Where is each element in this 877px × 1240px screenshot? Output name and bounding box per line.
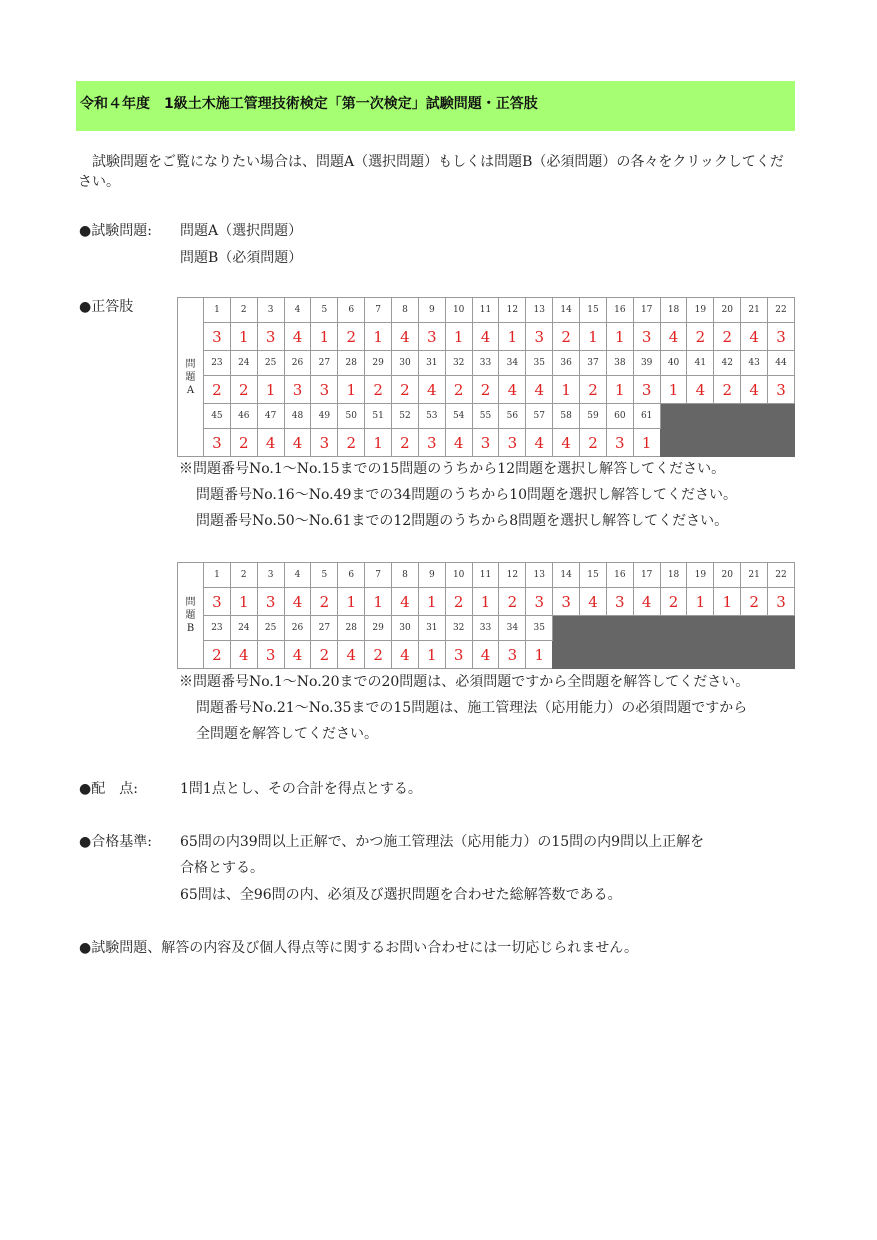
question-number: 26 — [284, 616, 311, 641]
pass-line-3: 65問は、全96問の内、必須及び選択問題を合わせた総解答数である。 — [180, 887, 622, 903]
answer-value: 1 — [365, 429, 392, 457]
intro-line-1: 試験問題をご覧になりたい場合は、問題A（選択問題）もしくは問題B（必須問題）の各々をクリックしてくだ — [78, 154, 784, 170]
answer-table-b — [177, 562, 795, 669]
answer-value: 1 — [499, 323, 526, 351]
question-number: 46 — [230, 404, 257, 429]
question-number: 13 — [526, 563, 553, 588]
question-number: 11 — [472, 563, 499, 588]
question-number: 57 — [526, 404, 553, 429]
question-number: 17 — [633, 298, 660, 323]
question-number: 53 — [418, 404, 445, 429]
question-number: 30 — [392, 351, 419, 376]
answer-value: 4 — [284, 323, 311, 351]
question-number: 41 — [687, 351, 714, 376]
answer-value: 3 — [418, 323, 445, 351]
question-number: 21 — [741, 298, 768, 323]
question-number: 3 — [257, 563, 284, 588]
answer-value: 4 — [338, 641, 365, 669]
question-number: 32 — [445, 616, 472, 641]
answer-value: 3 — [284, 376, 311, 404]
answer-value: 3 — [526, 588, 553, 616]
answer-value: 2 — [230, 429, 257, 457]
question-number: 7 — [365, 563, 392, 588]
question-number: 34 — [499, 616, 526, 641]
answer-value: 2 — [660, 588, 687, 616]
question-number: 37 — [580, 351, 607, 376]
pass-label: ●合格基準: — [79, 834, 152, 850]
answer-value: 4 — [284, 429, 311, 457]
title-banner — [76, 81, 795, 131]
question-number: 6 — [338, 563, 365, 588]
problem-side-label — [178, 298, 204, 457]
side-label-char: 題 — [185, 610, 196, 621]
note-a-3: 問題番号No.50～No.61までの12問題のうちから8問題を選択し解答してください。 — [196, 513, 729, 529]
answer-value: 4 — [633, 588, 660, 616]
question-number: 33 — [472, 351, 499, 376]
question-number: 23 — [204, 616, 231, 641]
question-number: 18 — [660, 563, 687, 588]
answer-value: 4 — [741, 376, 768, 404]
question-number: 29 — [365, 351, 392, 376]
question-number: 52 — [392, 404, 419, 429]
answer-value: 1 — [365, 588, 392, 616]
answer-row — [178, 376, 795, 404]
answer-value: 4 — [230, 641, 257, 669]
answer-value: 1 — [580, 323, 607, 351]
answer-value: 2 — [392, 376, 419, 404]
answer-value: 1 — [418, 588, 445, 616]
answer-value: 4 — [392, 641, 419, 669]
question-number: 38 — [606, 351, 633, 376]
answer-value: 2 — [553, 323, 580, 351]
question-number: 10 — [445, 298, 472, 323]
answer-value: 4 — [741, 323, 768, 351]
question-number: 21 — [741, 563, 768, 588]
problem-b-link[interactable]: 問題B（必須問題） — [180, 250, 303, 266]
answer-value: 3 — [472, 429, 499, 457]
question-number: 30 — [392, 616, 419, 641]
answer-value: 1 — [660, 376, 687, 404]
answer-value: 3 — [633, 376, 660, 404]
answer-value: 4 — [687, 376, 714, 404]
side-label-char: 問 — [185, 358, 196, 370]
question-number: 19 — [687, 563, 714, 588]
question-number: 27 — [311, 616, 338, 641]
question-number: 28 — [338, 616, 365, 641]
question-number: 47 — [257, 404, 284, 429]
answer-value: 1 — [687, 588, 714, 616]
answer-value: 3 — [553, 588, 580, 616]
answer-row — [178, 588, 795, 616]
answer-value: 2 — [311, 588, 338, 616]
number-row — [178, 563, 795, 588]
question-number: 2 — [230, 563, 257, 588]
question-number: 56 — [499, 404, 526, 429]
answer-table-a — [177, 297, 795, 457]
answer-value: 4 — [553, 429, 580, 457]
answer-value: 3 — [445, 641, 472, 669]
question-number: 1 — [204, 298, 231, 323]
question-number: 54 — [445, 404, 472, 429]
answer-value: 4 — [499, 376, 526, 404]
answer-value: 3 — [204, 429, 231, 457]
question-number: 13 — [526, 298, 553, 323]
question-number: 20 — [714, 298, 741, 323]
intro-line-2: さい。 — [78, 174, 120, 190]
note-b-3: 全問題を解答してください。 — [196, 726, 378, 742]
answer-value: 2 — [445, 376, 472, 404]
question-number: 32 — [445, 351, 472, 376]
question-number: 7 — [365, 298, 392, 323]
question-number: 60 — [606, 404, 633, 429]
answer-value: 2 — [311, 641, 338, 669]
answer-value: 3 — [204, 588, 231, 616]
side-label-char: 問 — [185, 597, 196, 608]
side-label-char: A — [186, 384, 195, 396]
answer-value: 1 — [257, 376, 284, 404]
question-number: 8 — [392, 298, 419, 323]
question-number: 55 — [472, 404, 499, 429]
answer-value: 3 — [526, 323, 553, 351]
side-label-char: 題 — [185, 371, 196, 383]
answer-value: 3 — [768, 376, 795, 404]
answer-value: 2 — [499, 588, 526, 616]
answer-value: 4 — [580, 588, 607, 616]
question-number: 9 — [418, 298, 445, 323]
answer-value: 1 — [714, 588, 741, 616]
answer-value: 2 — [714, 376, 741, 404]
question-number: 5 — [311, 298, 338, 323]
question-number: 44 — [768, 351, 795, 376]
answer-value: 1 — [230, 588, 257, 616]
answer-value: 3 — [606, 588, 633, 616]
answer-value: 4 — [526, 429, 553, 457]
answer-value: 1 — [338, 588, 365, 616]
answer-value: 4 — [392, 588, 419, 616]
empty-cell — [553, 616, 795, 669]
question-number: 6 — [338, 298, 365, 323]
answer-value: 3 — [633, 323, 660, 351]
answer-value: 2 — [204, 376, 231, 404]
problem-a-link[interactable]: 問題A（選択問題） — [180, 223, 303, 239]
exam-label: ●試験問題: — [79, 223, 152, 239]
question-number: 24 — [230, 616, 257, 641]
answer-value: 4 — [418, 376, 445, 404]
answer-value: 4 — [257, 429, 284, 457]
answer-value: 2 — [204, 641, 231, 669]
answer-value: 2 — [365, 641, 392, 669]
answer-value: 1 — [418, 641, 445, 669]
question-number: 35 — [526, 351, 553, 376]
question-number: 58 — [553, 404, 580, 429]
answer-value: 2 — [230, 376, 257, 404]
answer-value: 2 — [392, 429, 419, 457]
answer-value: 3 — [606, 429, 633, 457]
answer-value: 1 — [606, 323, 633, 351]
question-number: 2 — [230, 298, 257, 323]
question-number: 5 — [311, 563, 338, 588]
answer-value: 2 — [338, 429, 365, 457]
answer-value: 1 — [633, 429, 660, 457]
question-number: 22 — [768, 563, 795, 588]
note-a-1: ※問題番号No.1～No.15までの15問題のうちから12問題を選択し解答してください。 — [179, 461, 726, 477]
page-title: 令和４年度 1級土木施工管理技術検定「第一次検定」試験問題・正答肢 — [80, 96, 538, 112]
question-number: 26 — [284, 351, 311, 376]
answer-value: 4 — [526, 376, 553, 404]
answer-value: 3 — [257, 588, 284, 616]
question-number: 27 — [311, 351, 338, 376]
answer-value: 3 — [257, 323, 284, 351]
question-number: 16 — [606, 298, 633, 323]
answer-value: 2 — [741, 588, 768, 616]
question-number: 10 — [445, 563, 472, 588]
question-number: 35 — [526, 616, 553, 641]
question-number: 28 — [338, 351, 365, 376]
question-number: 49 — [311, 404, 338, 429]
question-number: 14 — [553, 563, 580, 588]
answer-value: 1 — [472, 588, 499, 616]
answer-value: 3 — [499, 429, 526, 457]
answer-value: 1 — [553, 376, 580, 404]
question-number: 16 — [606, 563, 633, 588]
question-number: 15 — [580, 563, 607, 588]
side-label-char: B — [186, 623, 195, 634]
note-b-1: ※問題番号No.1～No.20までの20問題は、必須問題ですから全問題を解答してください。 — [179, 674, 750, 690]
question-number: 24 — [230, 351, 257, 376]
question-number: 20 — [714, 563, 741, 588]
question-number: 8 — [392, 563, 419, 588]
answer-value: 3 — [311, 376, 338, 404]
question-number: 42 — [714, 351, 741, 376]
problem-side-label — [178, 563, 204, 669]
question-number: 25 — [257, 616, 284, 641]
answer-value: 2 — [472, 376, 499, 404]
question-number: 29 — [365, 616, 392, 641]
number-row — [178, 298, 795, 323]
answer-value: 1 — [338, 376, 365, 404]
pass-line-1: 65問の内39問以上正解で、かつ施工管理法（応用能力）の15問の内9問以上正解を — [180, 834, 705, 850]
question-number: 50 — [338, 404, 365, 429]
answer-value: 3 — [204, 323, 231, 351]
scoring-label: ●配 点: — [79, 781, 138, 797]
note-a-2: 問題番号No.16～No.49までの34問題のうちから10問題を選択し解答してください。 — [196, 487, 738, 503]
number-row — [178, 404, 795, 429]
question-number: 25 — [257, 351, 284, 376]
question-number: 48 — [284, 404, 311, 429]
answer-value: 4 — [472, 323, 499, 351]
question-number: 61 — [633, 404, 660, 429]
answer-value: 2 — [714, 323, 741, 351]
answer-value: 1 — [526, 641, 553, 669]
question-number: 33 — [472, 616, 499, 641]
answer-value: 4 — [392, 323, 419, 351]
answer-value: 4 — [472, 641, 499, 669]
number-row — [178, 616, 795, 641]
answer-value: 1 — [311, 323, 338, 351]
question-number: 36 — [553, 351, 580, 376]
question-number: 4 — [284, 563, 311, 588]
scoring-text: 1問1点とし、その合計を得点とする。 — [180, 781, 422, 797]
question-number: 22 — [768, 298, 795, 323]
question-number: 9 — [418, 563, 445, 588]
answer-value: 1 — [606, 376, 633, 404]
question-number: 1 — [204, 563, 231, 588]
question-number: 12 — [499, 563, 526, 588]
answer-value: 4 — [445, 429, 472, 457]
footer-note: ●試験問題、解答の内容及び個人得点等に関するお問い合わせには一切応じられません。 — [79, 940, 639, 956]
answer-value: 2 — [365, 376, 392, 404]
answers-label: ●正答肢 — [79, 299, 134, 315]
question-number: 4 — [284, 298, 311, 323]
answer-value: 2 — [580, 429, 607, 457]
note-b-2: 問題番号No.21～No.35までの15問題は、施工管理法（応用能力）の必須問題ですから — [196, 700, 748, 716]
answer-value: 3 — [311, 429, 338, 457]
question-number: 31 — [418, 351, 445, 376]
answer-value: 4 — [284, 588, 311, 616]
intro-paragraph — [78, 152, 790, 192]
answer-value: 2 — [445, 588, 472, 616]
answer-value: 3 — [768, 323, 795, 351]
answer-value: 3 — [418, 429, 445, 457]
answer-value: 1 — [445, 323, 472, 351]
question-number: 39 — [633, 351, 660, 376]
question-number: 3 — [257, 298, 284, 323]
question-number: 12 — [499, 298, 526, 323]
question-number: 51 — [365, 404, 392, 429]
pass-line-2: 合格とする。 — [180, 860, 264, 876]
answer-value: 2 — [687, 323, 714, 351]
question-number: 34 — [499, 351, 526, 376]
empty-cell — [660, 404, 794, 457]
question-number: 19 — [687, 298, 714, 323]
answer-value: 4 — [284, 641, 311, 669]
question-number: 31 — [418, 616, 445, 641]
question-number: 59 — [580, 404, 607, 429]
question-number: 40 — [660, 351, 687, 376]
number-row — [178, 351, 795, 376]
question-number: 43 — [741, 351, 768, 376]
answer-value: 2 — [580, 376, 607, 404]
answer-value: 3 — [257, 641, 284, 669]
question-number: 45 — [204, 404, 231, 429]
answer-value: 1 — [365, 323, 392, 351]
answer-value: 1 — [230, 323, 257, 351]
question-number: 11 — [472, 298, 499, 323]
question-number: 23 — [204, 351, 231, 376]
question-number: 17 — [633, 563, 660, 588]
answer-value: 3 — [499, 641, 526, 669]
question-number: 18 — [660, 298, 687, 323]
question-number: 14 — [553, 298, 580, 323]
question-number: 15 — [580, 298, 607, 323]
answer-value: 3 — [768, 588, 795, 616]
answer-value: 4 — [660, 323, 687, 351]
answer-value: 2 — [338, 323, 365, 351]
answer-row — [178, 323, 795, 351]
